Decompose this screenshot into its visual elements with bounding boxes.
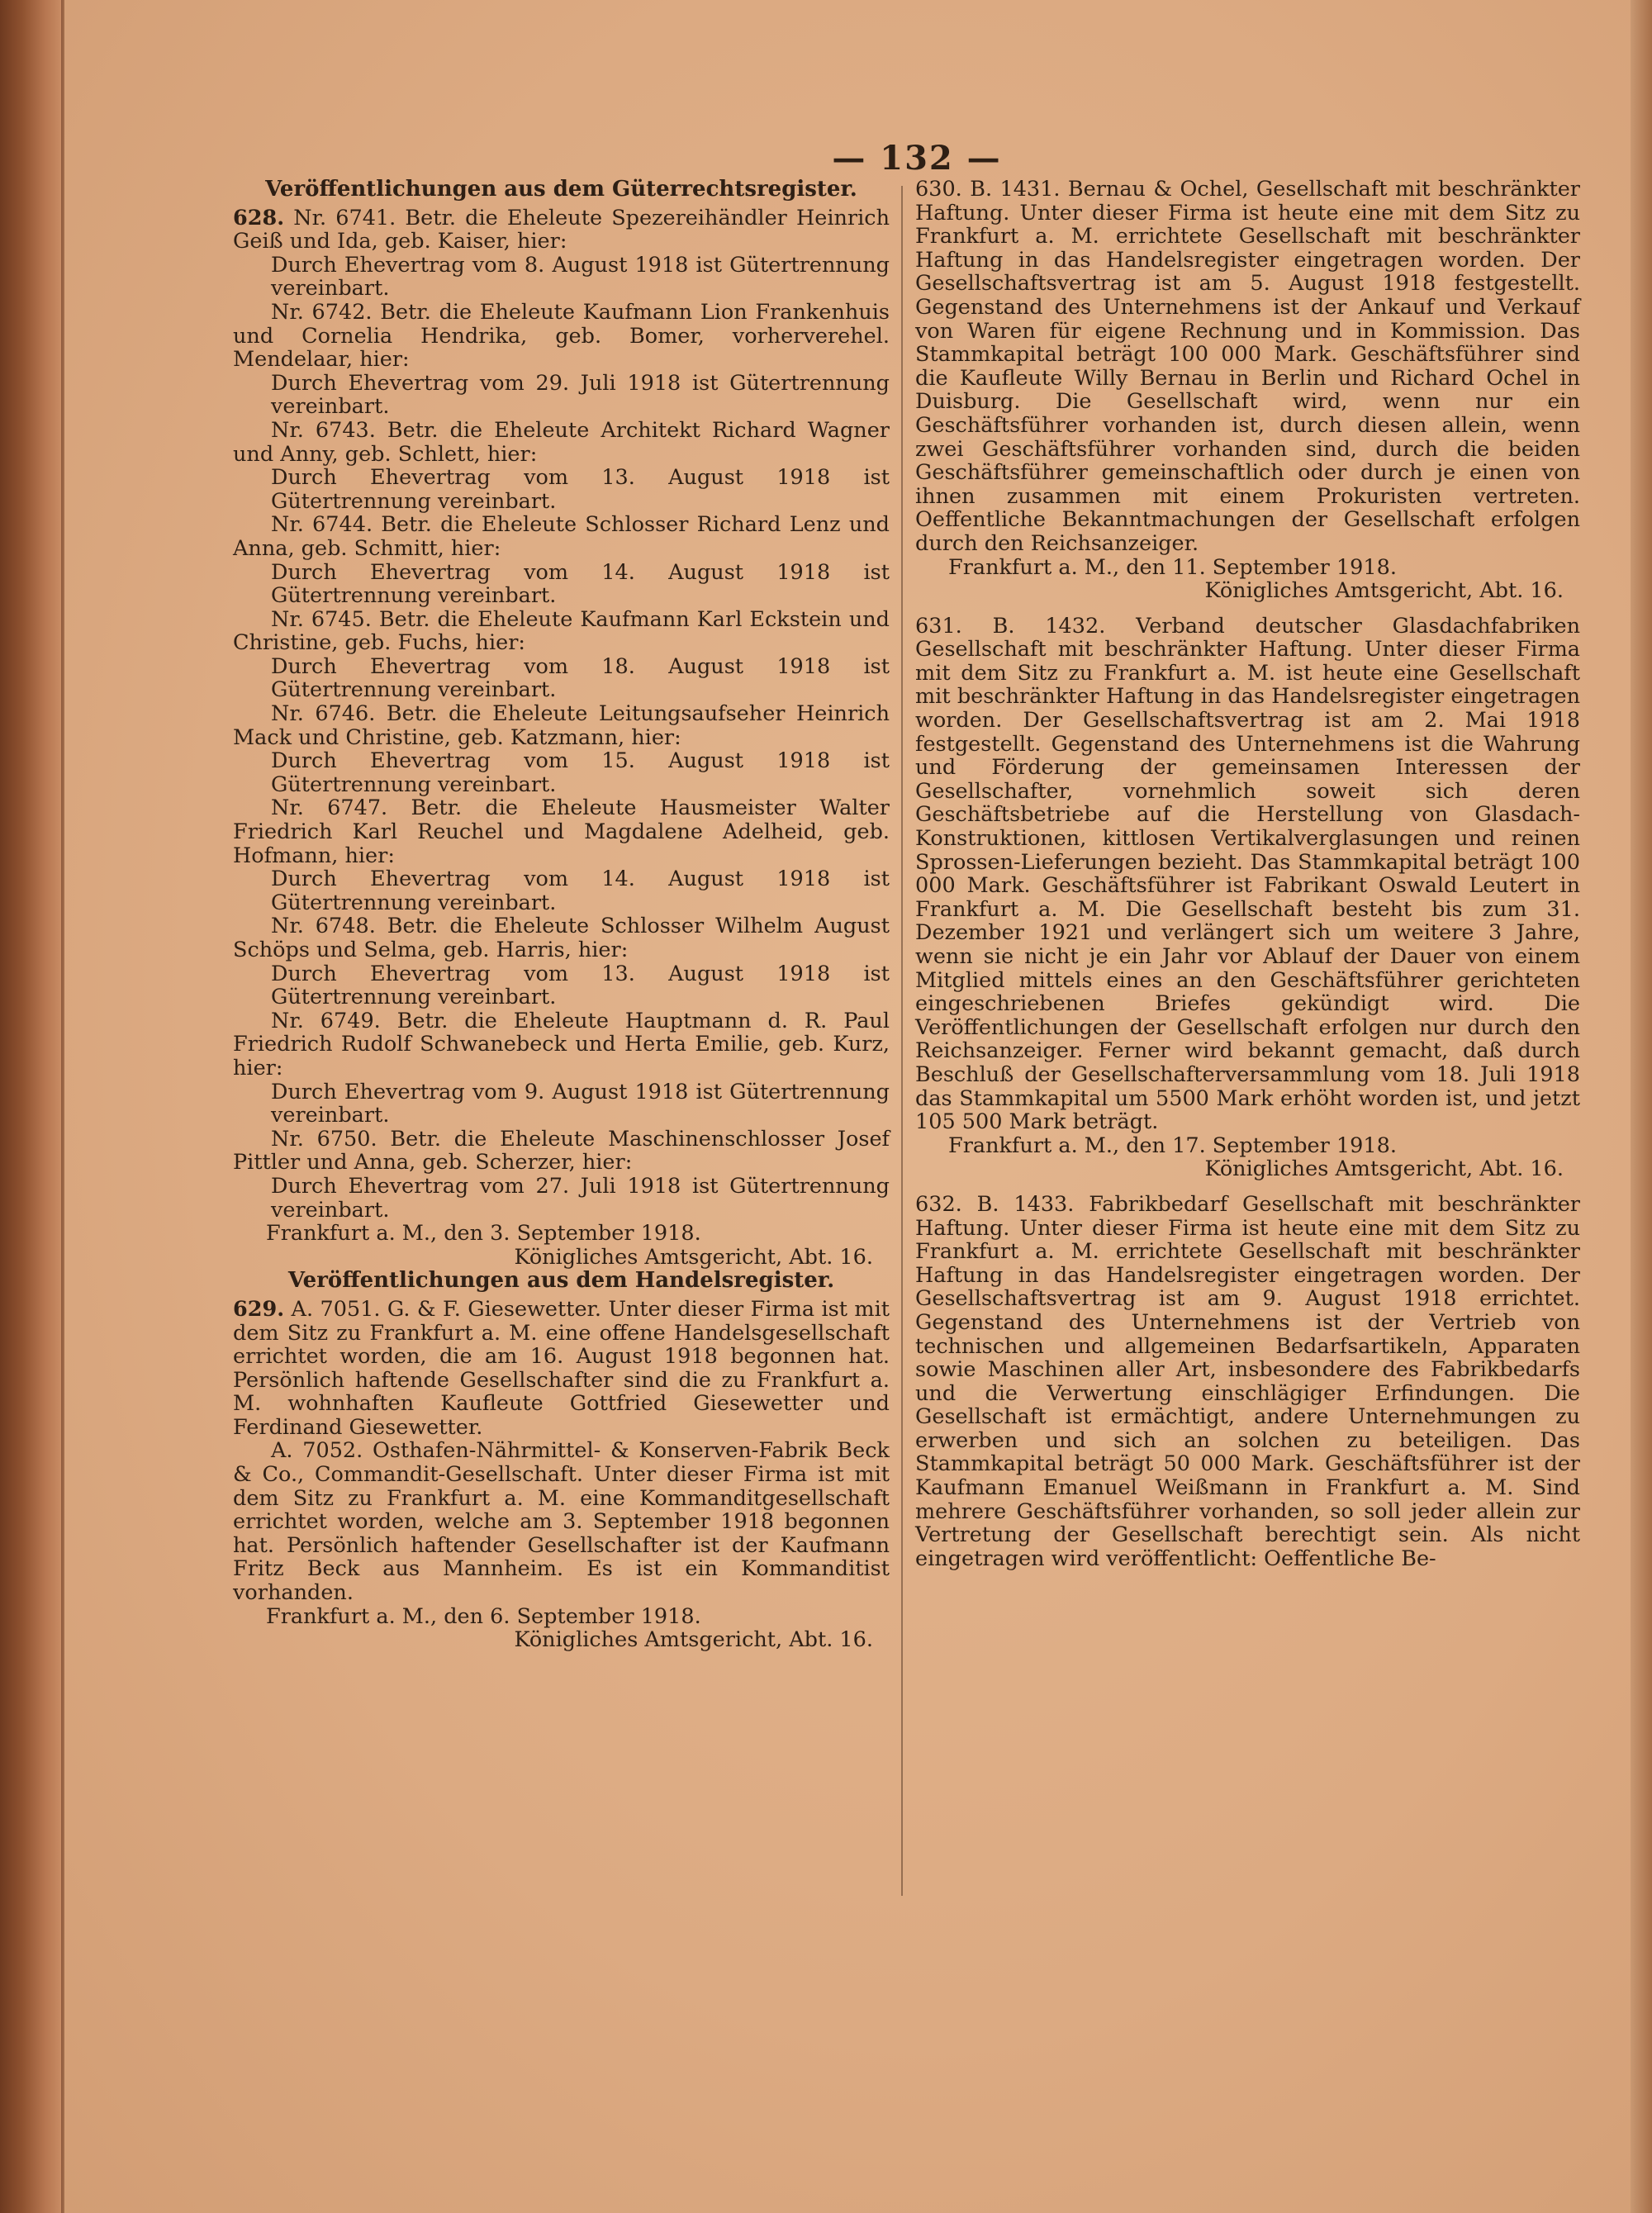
right-column: [915, 178, 1580, 1570]
column-divider: [901, 186, 903, 1896]
spacer: [915, 603, 1580, 615]
entry-628-item-5: Nr. 6745. Betr. die Eheleute Kaufmann Karl Eckstein und Christine, geb. Fuchs, hier:: [233, 606, 890, 656]
entry-number: 629.: [233, 1296, 285, 1322]
item-text: Durch Ehevertrag vom 13. August 1918 ist Gütertrennung vereinbart.: [271, 465, 890, 514]
page-number: — 132 —: [832, 139, 1002, 178]
item-text: Durch Ehevertrag vom 13. August 1918 ist Gütertrennung vereinbart.: [271, 961, 890, 1010]
entry-629: [233, 1298, 890, 1652]
section-title-gueterrecht: Veröffentlichungen aus dem Güterrechtsregister.: [265, 177, 857, 202]
entry-629-p2: A. 7052. Osthafen-Nährmittel- & Konserven-Fabrik Beck & Co., Commandit-Gesellschaft. Unter dieser Firma ist mit dem Sitz zu Frankfurt a. M. eine Kommanditgesellschaft errichtet worden, welche am 3. September 1918 begonnen hat. Persönlich haftender Gesellschafter ist der Kaufmann Fritz Beck aus Mannheim. Es ist ein Kommanditist vorhanden.: [233, 1438, 890, 1606]
book-binding: [0, 0, 64, 2213]
entry-628-item-4: Nr. 6744. Betr. die Eheleute Schlosser Richard Lenz und Anna, geb. Schmitt, hier:: [233, 512, 890, 561]
item-head: Nr. 6741. Betr. die Eheleute Spezereihändler Heinrich Geiß und Ida, geb. Kaiser, hier:: [233, 205, 890, 254]
entry-629-text-1: A. 7051. G. & F. Giesewetter. Unter dieser Firma ist mit dem Sitz zu Frankfurt a. M. eine offene Handelsgesellschaft errichtet worden, die am 16. August 1918 begonnen hat. Persönlich haftende Gesellschafter sind die zu Frankfurt a. M. wohnhaften Kaufleute Gottfried Giesewetter und Ferdinand Giesewetter.: [233, 1296, 890, 1440]
entry-628: [233, 207, 890, 1270]
place-date: Frankfurt a. M., den 11. September 1918.: [948, 554, 1397, 580]
court-signature: Königliches Amtsgericht, Abt. 16.: [1204, 578, 1564, 604]
entry-628-item-1: [233, 207, 890, 254]
place-date: Frankfurt a. M., den 3. September 1918.: [266, 1221, 701, 1247]
entry-631-text: 631. B. 1432. Verband deutscher Glasdachfabriken Gesellschaft mit beschränkter Haftung. Unter dieser Firma mit dem Sitz zu Frankfurt a. M. ist heute eine Gesellschaft mit beschränkter Haftung in das Handelsregister eingetragen worden. Der Gesellschaftsvertrag ist am 2. Mai 1918 festgestellt. Gegenstand des Unternehmens ist die Wahrung und Förderung der gemeinsamen Interessen der Gesellschafter, vornehmlich soweit sich deren Geschäftsbetriebe auf die Herstellung von Glasdach-Konstruktionen, kittlosen Vertikalverglasungen und reinen Sprossen-Lieferungen bezieht. Das Stammkapital beträgt 100 000 Mark. Geschäftsführer ist Fabrikant Oswald Leutert in Frankfurt a. M. Die Gesellschaft besteht bis zum 31. Dezember 1921 und verlängert sich um weitere 3 Jahre, wenn sie nicht je ein Jahr vor Ablauf der Dauer von einem Mitglied mittels eines an den Geschäftsführer gerichteten eingeschriebenen Briefes gekündigt wird. Die Veröffentlichungen der Gesellschaft erfolgen nur durch den Reichsanzeiger. Ferner wird bekannt gemacht, daß durch Beschluß der Gesellschafterversammlung vom 18. Juli 1918 das Stammkapital um 5500 Mark erhöht worden ist, und jetzt 105 500 Mark beträgt.: [915, 613, 1580, 1135]
entry-628-item-6: Nr. 6746. Betr. die Eheleute Leitungsaufseher Heinrich Mack und Christine, geb. Katzmann, hier:: [233, 701, 890, 750]
item-text: Durch Ehevertrag vom 15. August 1918 ist Gütertrennung vereinbart.: [271, 748, 890, 797]
item-text: Durch Ehevertrag vom 8. August 1918 ist Gütertrennung vereinbart.: [271, 252, 890, 302]
entry-628-item-8: Nr. 6748. Betr. die Eheleute Schlosser Wilhelm August Schöps und Selma, geb. Harris, hier:: [233, 914, 890, 962]
place-date: Frankfurt a. M., den 6. September 1918.: [266, 1603, 701, 1629]
left-column: [233, 178, 890, 1652]
item-text: Durch Ehevertrag vom 9. August 1918 ist Gütertrennung vereinbart.: [271, 1079, 890, 1128]
page-right-edge: [1631, 0, 1652, 2213]
item-text: Durch Ehevertrag vom 14. August 1918 ist Gütertrennung vereinbart.: [271, 559, 890, 609]
spacer: [915, 1181, 1580, 1193]
entry-629-p1: [233, 1298, 890, 1440]
court-signature: Königliches Amtsgericht, Abt. 16.: [514, 1627, 873, 1653]
entry-628-item-10: Nr. 6750. Betr. die Eheleute Maschinenschlosser Josef Pittler und Anna, geb. Scherzer, hier:: [233, 1126, 890, 1175]
entry-630-text: 630. B. 1431. Bernau & Ochel, Gesellschaft mit beschränkter Haftung. Unter dieser Firma ist heute eine mit dem Sitz zu Frankfurt a. M. errichtete Gesellschaft mit beschränkter Haftung in das Handelsregister eingetragen worden. Der Gesellschaftsvertrag ist am 5. August 1918 festgestellt. Gegenstand des Unternehmens ist der Ankauf und Verkauf von Waren für eigene Rechnung und in Kommission. Das Stammkapital beträgt 100 000 Mark. Geschäftsführer sind die Kaufleute Willy Bernau in Berlin und Richard Ochel in Duisburg. Die Gesellschaft wird, wenn nur ein Geschäftsführer vorhanden ist, durch diesen allein, wenn zwei Geschäftsführer vorhanden sind, durch die beiden Geschäftsführer gemeinschaftlich oder durch je einen von ihnen zusammen mit einem Prokuristen vertreten. Oeffentliche Bekanntmachungen der Gesellschaft erfolgen durch den Reichsanzeiger.: [915, 177, 1580, 556]
item-text: Durch Ehevertrag vom 14. August 1918 ist Gütertrennung vereinbart.: [271, 867, 890, 915]
item-text: Durch Ehevertrag vom 29. Juli 1918 ist Gütertrennung vereinbart.: [271, 370, 890, 420]
court-signature: Königliches Amtsgericht, Abt. 16.: [1204, 1156, 1564, 1182]
entry-628-item-3: Nr. 6743. Betr. die Eheleute Architekt Richard Wagner und Anny, geb. Schlett, hier:: [233, 417, 890, 467]
entry-628-item-9: Nr. 6749. Betr. die Eheleute Hauptmann d. R. Paul Friedrich Rudolf Schwanebeck und Herta Emilie, geb. Kurz, hier:: [233, 1008, 890, 1080]
entry-632-text: 632. B. 1433. Fabrikbedarf Gesellschaft mit beschränkter Haftung. Unter dieser Firma ist heute eine mit dem Sitz zu Frankfurt a. M. errichtete Gesellschaft mit beschränkter Haftung in das Handelsregister eingetragen worden. Der Gesellschaftsvertrag ist am 9. August 1918 errichtet. Gegenstand des Unternehmens ist der Vertrieb von technischen und allgemeinen Bedarfsartikeln, Apparaten sowie Maschinen aller Art, insbesondere des Fabrikbedarfs und die Verwertung einschlägiger Erfindungen. Die Gesellschaft ist ermächtigt, andere Unternehmungen zu erwerben und sich an solchen zu beteiligen. Das Stammkapital beträgt 50 000 Mark. Geschäftsführer ist der Kaufmann Emanuel Weißmann in Frankfurt a. M. Sind mehrere Geschäftsführer vorhanden, so soll jeder allein zur Vertretung der Gesellschaft berechtigt sein. Als nicht eingetragen wird veröffentlicht: Oeffentliche Be-: [915, 1191, 1580, 1571]
entry-631: [915, 615, 1580, 1181]
entry-number: 628.: [233, 205, 285, 230]
entry-630: [915, 178, 1580, 603]
court-signature: Königliches Amtsgericht, Abt. 16.: [514, 1244, 873, 1270]
entry-632: [915, 1193, 1580, 1571]
section-title-handelsregister: Veröffentlichungen aus dem Handelsregister.: [287, 1268, 835, 1294]
item-text: Durch Ehevertrag vom 18. August 1918 ist Gütertrennung vereinbart.: [271, 653, 890, 703]
item-text: Durch Ehevertrag vom 27. Juli 1918 ist Gütertrennung vereinbart.: [271, 1173, 890, 1223]
entry-628-item-7: Nr. 6747. Betr. die Eheleute Hausmeister Walter Friedrich Karl Reuchel und Magdalene Adelheid, geb. Hofmann, hier:: [233, 795, 890, 868]
entry-628-item-2: Nr. 6742. Betr. die Eheleute Kaufmann Lion Frankenhuis und Cornelia Hendrika, geb. Bomer, vorherverehel. Mendelaar, hier:: [233, 299, 890, 373]
place-date: Frankfurt a. M., den 17. September 1918.: [948, 1133, 1397, 1158]
